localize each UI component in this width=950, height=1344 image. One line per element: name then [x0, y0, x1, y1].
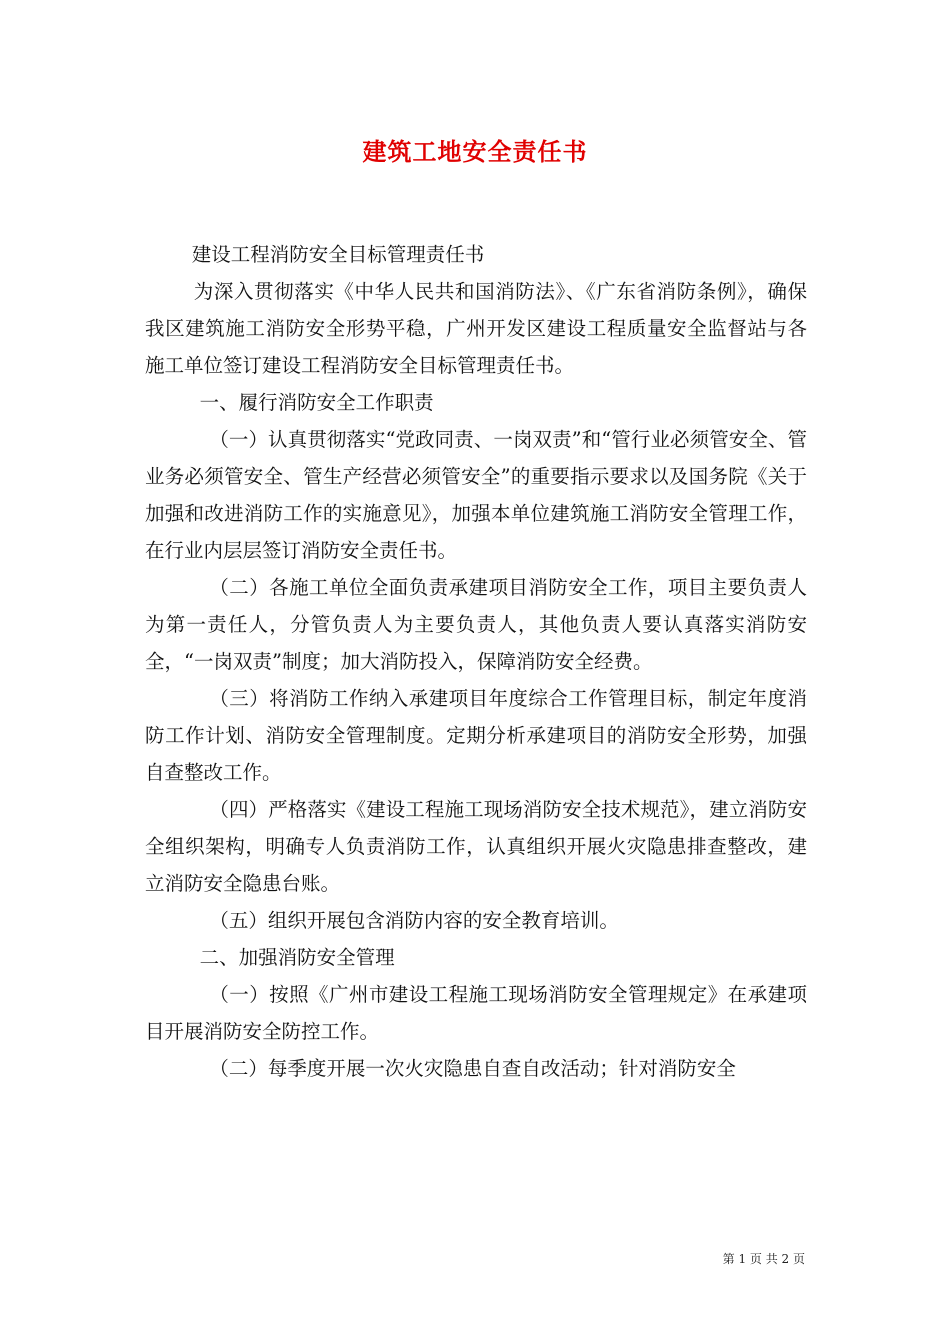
document-body	[145, 236, 807, 1087]
body-paragraph-1-4: （四）严格落实《建设工程施工现场消防安全技术规范》，建立消防安全组织架构，明确专人负责消防工作，认真组织开展火灾隐患排查整改，建立消防安全隐患台账。	[145, 798, 807, 895]
subtitle-paragraph: 建设工程消防安全目标管理责任书	[191, 243, 485, 266]
section-heading-2: 二、加强消防安全管理	[199, 946, 395, 969]
document-title: 建筑工地安全责任书	[362, 137, 588, 166]
body-paragraph-1-1: （一）认真贯彻落实“党政同责、一岗双责”和“管行业必须管安全、管业务必须管安全、管生产经营必须管安全”的重要指示要求以及国务院《关于加强和改进消防工作的实施意见》，加强本单位建筑施工消防安全管理工作，在行业内层层签订消防安全责任书。	[145, 428, 807, 562]
page-number-footer: 第 1 页 共 2 页	[722, 1252, 805, 1266]
body-paragraph-1-2: （二）各施工单位全面负责承建项目消防安全工作，项目主要负责人为第一责任人，分管负责人为主要负责人，其他负责人要认真落实消防安全，“一岗双责”制度；加大消防投入，保障消防安全经费。	[145, 576, 807, 673]
intro-paragraph: 为深入贯彻落实《中华人民共和国消防法》、《广东省消防条例》，确保我区建筑施工消防安全形势平稳，广州开发区建设工程质量安全监督站与各施工单位签订建设工程消防安全目标管理责任书。	[145, 280, 807, 377]
body-paragraph-2-1: （一）按照《广州市建设工程施工现场消防安全管理规定》在承建项目开展消防安全防控工作。	[145, 983, 807, 1043]
section-heading-1: 一、履行消防安全工作职责	[199, 391, 434, 414]
body-paragraph-1-5: （五）组织开展包含消防内容的安全教育培训。	[209, 909, 619, 932]
body-paragraph-1-3: （三）将消防工作纳入承建项目年度综合工作管理目标，制定年度消防工作计划、消防安全管理制度。定期分析承建项目的消防安全形势，加强自查整改工作。	[145, 687, 807, 784]
body-paragraph-2-2: （二）每季度开展一次火灾隐患自查自改活动；针对消防安全	[209, 1057, 736, 1080]
